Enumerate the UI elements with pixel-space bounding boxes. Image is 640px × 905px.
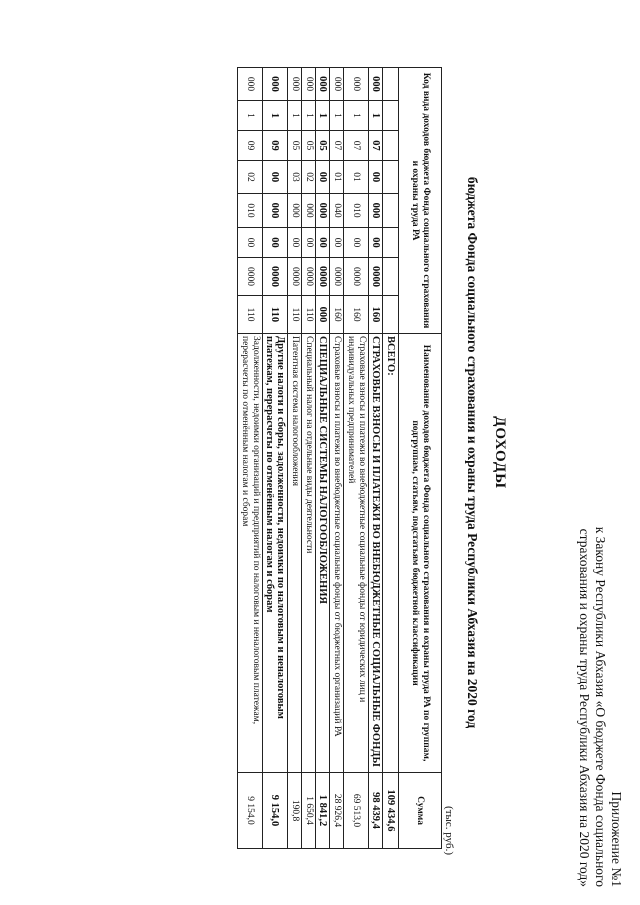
code-cell: 000	[369, 68, 383, 101]
code-cell: 1	[302, 101, 316, 131]
table-row	[238, 68, 263, 849]
code-cell: 110	[238, 296, 263, 334]
code-cell: 09	[238, 131, 263, 161]
table-header-row	[399, 68, 442, 849]
table-row	[330, 68, 344, 849]
code-cell: 03	[288, 161, 302, 194]
code-cell: 00	[263, 228, 288, 258]
table-row	[344, 68, 369, 849]
code-cell: 110	[302, 296, 316, 334]
income-name-cell: Страховые взносы и платежи во внебюджетные социальные фонды от юридических лиц и индивидуальных предпринимателей	[344, 334, 369, 773]
code-cell: 000	[288, 68, 302, 101]
code-cell: 00	[302, 228, 316, 258]
income-name-cell: Задолженности, недоимки организаций и предприятий по налоговым и неналоговым платежам, перерасчеты по отменённым налогам и сборам	[238, 334, 263, 773]
amount-cell: 1 841,2	[316, 773, 330, 849]
code-cell: 00	[263, 161, 288, 194]
appendix-line: страхования и охраны труда Республики Абхазия на 2020 год»	[577, 528, 592, 887]
code-cell: 0000	[369, 258, 383, 296]
income-name-cell: Страховые взносы и платежи во внебюджетные социальные фонды от бюджетных организаций РА	[330, 334, 344, 773]
table-row	[369, 68, 383, 849]
amount-cell: 28 926,4	[330, 773, 344, 849]
income-table	[237, 67, 442, 849]
code-cell: 000	[263, 194, 288, 228]
code-cell: 02	[238, 161, 263, 194]
code-cell: 00	[344, 228, 369, 258]
table-row	[288, 68, 302, 849]
code-cell: 00	[316, 161, 330, 194]
code-cell: 000	[288, 194, 302, 228]
code-cell: 07	[330, 131, 344, 161]
appendix-line: к Закону Республики Абхазия «О бюджете Фонда социального	[593, 526, 608, 887]
appendix-note	[576, 527, 624, 887]
total-row	[383, 68, 399, 849]
code-cell: 160	[344, 296, 369, 334]
header-code: Код вида доходов бюджета Фонда социального страхования и охраны труда РА	[399, 68, 442, 334]
code-cell: 000	[302, 194, 316, 228]
page-subtitle: бюджета Фонда социального страхования и охраны труда Республики Абхазия на 2020 год	[465, 176, 480, 729]
code-cell: 1	[263, 101, 288, 131]
code-cell: 000	[316, 68, 330, 101]
code-cell: 000	[330, 68, 344, 101]
code-cell: 1	[288, 101, 302, 131]
code-cell: 1	[344, 101, 369, 131]
code-cell: 000	[316, 296, 330, 334]
code-cell: 00	[369, 228, 383, 258]
code-cell: 07	[369, 131, 383, 161]
code-cell: 000	[344, 68, 369, 101]
code-cell: 01	[330, 161, 344, 194]
header-name: Наименование доходов бюджета Фонда социального страхования и охраны труда РА по группам, подгруппам, статьям, подстатьям бюджетной классификации	[399, 334, 442, 773]
code-cell: 00	[369, 161, 383, 194]
code-cell: 05	[302, 131, 316, 161]
table-row	[316, 68, 330, 849]
code-cell: 0000	[330, 258, 344, 296]
code-cell: 05	[288, 131, 302, 161]
code-cell: 110	[288, 296, 302, 334]
amount-cell: 9 154,0	[263, 773, 288, 849]
code-cell: 0000	[302, 258, 316, 296]
table-row	[263, 68, 288, 849]
page-title: ДОХОДЫ	[492, 416, 508, 489]
code-cell: 000	[369, 194, 383, 228]
code-cell: 07	[344, 131, 369, 161]
amount-cell: 190,8	[288, 773, 302, 849]
code-cell: 1	[330, 101, 344, 131]
code-cell: 1	[238, 101, 263, 131]
table-row	[302, 68, 316, 849]
code-cell: 09	[263, 131, 288, 161]
code-cell: 010	[344, 194, 369, 228]
code-cell: 0000	[316, 258, 330, 296]
appendix-line: Приложение №1	[609, 791, 624, 887]
code-cell: 00	[330, 228, 344, 258]
amount-cell: 1 650,4	[302, 773, 316, 849]
units-label: (тыс. руб.)	[443, 806, 455, 855]
amount-cell: 98 439,4	[369, 773, 383, 849]
code-cell: 01	[344, 161, 369, 194]
code-cell: 05	[316, 131, 330, 161]
income-name-cell: СТРАХОВЫЕ ВЗНОСЫ И ПЛАТЕЖИ ВО ВНЕБЮДЖЕТНЫЕ СОЦИАЛЬНЫЕ ФОНДЫ	[369, 334, 383, 773]
income-name-cell: Другие налоги и сборы, задолженности, недоимки по налоговым и неналоговым платежам, перерасчеты по отменённым налогам и сборам	[263, 334, 288, 773]
code-cell: 00	[288, 228, 302, 258]
code-cell: 02	[302, 161, 316, 194]
code-cell: 00	[238, 228, 263, 258]
code-cell: 000	[238, 68, 263, 101]
code-cell: 0000	[288, 258, 302, 296]
income-name-cell: Специальный налог на отдельные виды деятельности	[302, 334, 316, 773]
code-cell: 110	[263, 296, 288, 334]
code-cell: 0000	[344, 258, 369, 296]
income-name-cell: СПЕЦИАЛЬНЫЕ СИСТЕМЫ НАЛОГООБЛОЖЕНИЯ	[316, 334, 330, 773]
code-cell: 160	[330, 296, 344, 334]
code-cell: 000	[302, 68, 316, 101]
code-cell: 040	[330, 194, 344, 228]
amount-cell: 69 513,0	[344, 773, 369, 849]
header-amount: Сумма	[399, 773, 442, 849]
amount-cell: 9 154,0	[238, 773, 263, 849]
code-cell: 160	[369, 296, 383, 334]
code-cell: 1	[316, 101, 330, 131]
income-name-cell: Патентная система налогообложения	[288, 334, 302, 773]
total-label: ВСЕГО:	[383, 334, 399, 773]
code-cell: 0000	[238, 258, 263, 296]
code-cell: 010	[238, 194, 263, 228]
code-cell: 000	[263, 68, 288, 101]
code-cell: 1	[369, 101, 383, 131]
code-cell: 0000	[263, 258, 288, 296]
code-cell: 000	[316, 194, 330, 228]
total-amount: 109 434,6	[383, 773, 399, 849]
code-cell: 00	[316, 228, 330, 258]
